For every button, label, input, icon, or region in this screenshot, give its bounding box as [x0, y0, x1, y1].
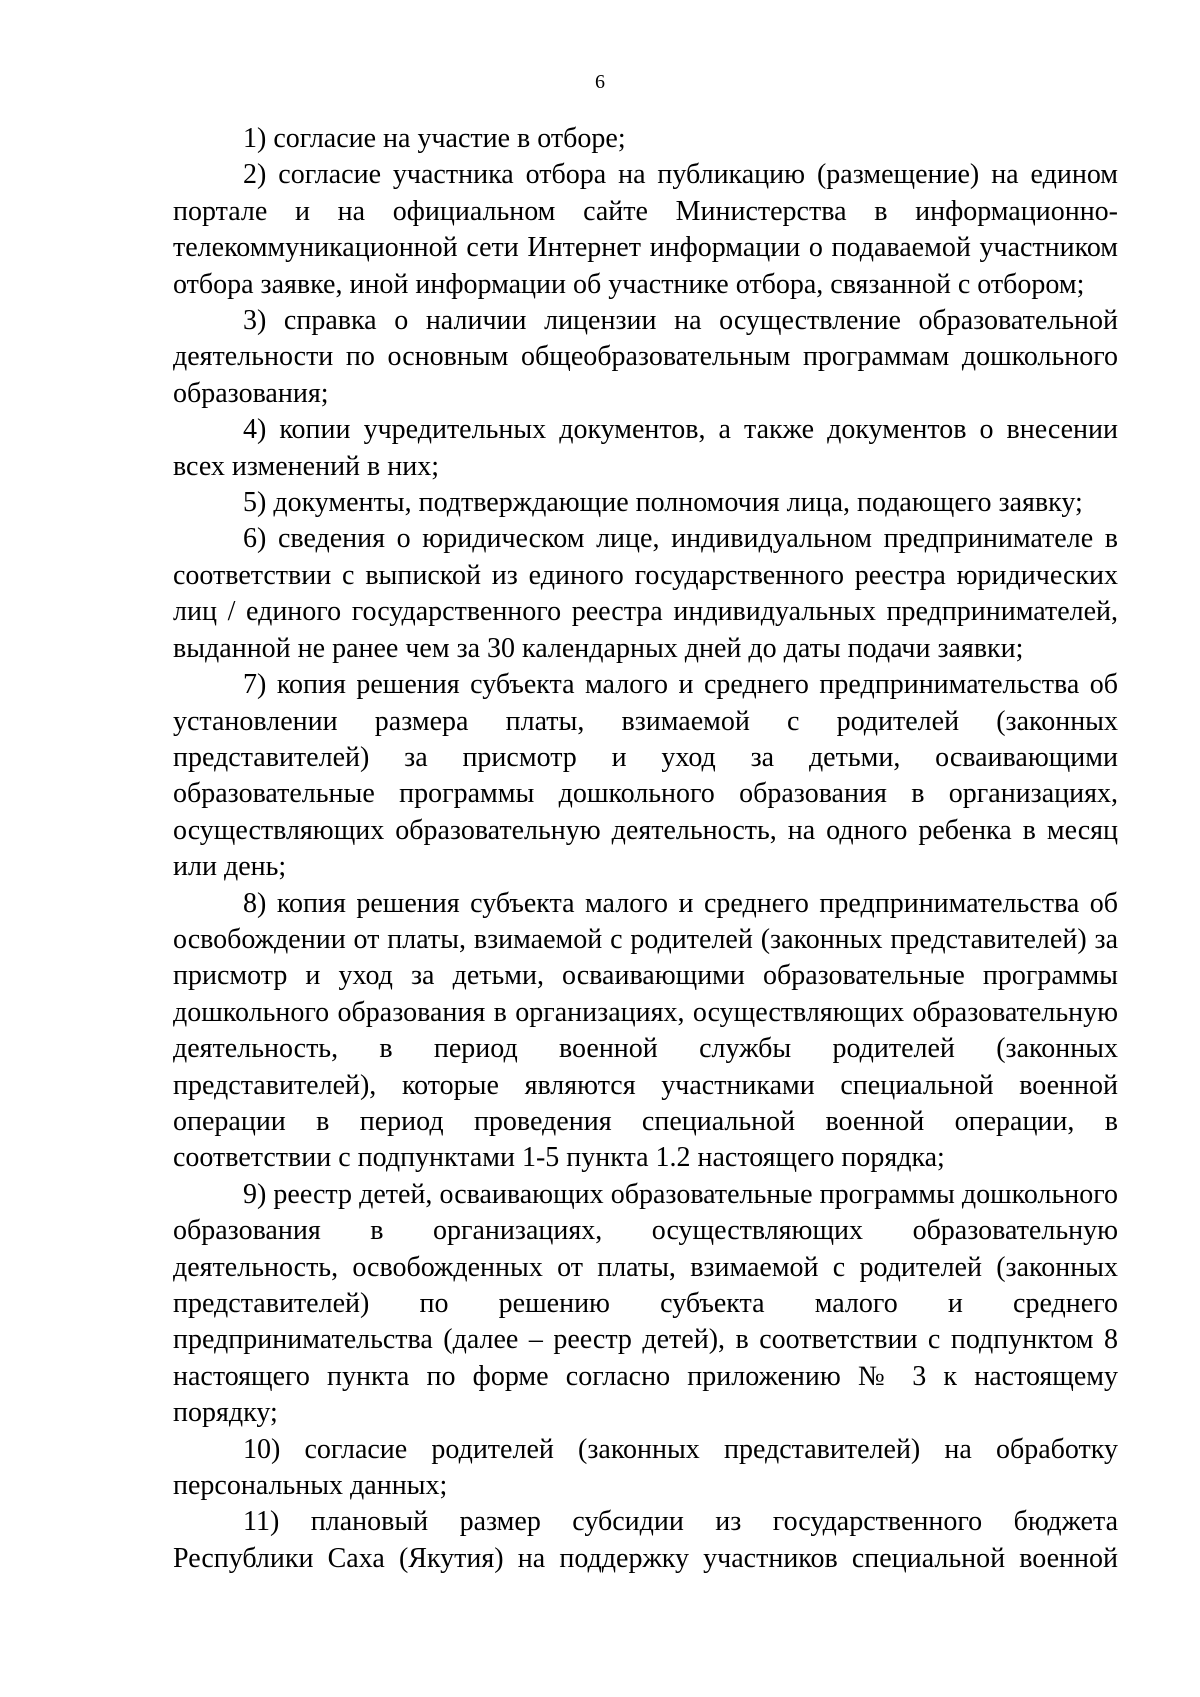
list-item: 7) копия решения субъекта малого и среднего предпринимательства об установлении размера платы, взимаемой с родителей (законных представителей) за присмотр и уход за детьми, осваивающими образовательные программы дошкольного образования в организациях, осуществляющих образовательную деятельность, на одного ребенка в месяц или день;	[173, 669, 1118, 883]
list-item: 3) справка о наличии лицензии на осуществление образовательной деятельности по основным общеобразовательным программам дошкольного образования;	[173, 305, 1118, 409]
list-item: 9) реестр детей, осваивающих образовательные программы дошкольного образования в организациях, осуществляющих образовательную деятельность, освобожденных от платы, взимаемой с родителей (законных представителей) по решению субъекта малого и среднего предпринимательства (далее – реестр детей), в соответствии с подпунктом 8 настоящего пункта по форме согласно приложению № 3 к настоящему порядку;	[173, 1178, 1118, 1429]
page-number: 6	[595, 71, 605, 93]
list-item: 4) копии учредительных документов, а также документов о внесении всех изменений в них;	[173, 414, 1118, 482]
list-item: 6) сведения о юридическом лице, индивидуальном предпринимателе в соответствии с выпиской из единого государственного реестра юридических лиц / единого государственного реестра индивидуальных предпринимателей, выданной не ранее чем за 30 календарных дней до даты подачи заявки;	[173, 523, 1118, 664]
list-item: 11) плановый размер субсидии из государственного бюджета Республики Саха (Якутия) на поддержку участников специальной военной	[173, 1506, 1118, 1574]
list-item: 10) согласие родителей (законных представителей) на обработку персональных данных;	[173, 1433, 1118, 1502]
document-body	[173, 121, 1118, 1577]
list-item: 8) копия решения субъекта малого и среднего предпринимательства об освобождении от платы, взимаемой с родителей (законных представителей) за присмотр и уход за детьми, осваивающими образовательные программы дошкольного образования в организациях, осуществляющих образовательную деятельность, в период военной службы родителей (законных представителей), которые являются участниками специальной военной операции в период проведения специальной военной операции, в соответствии с подпунктами 1-5 пункта 1.2 настоящего порядка;	[173, 887, 1118, 1174]
list-item: 1) согласие на участие в отборе;	[243, 123, 626, 154]
list-item: 5) документы, подтверждающие полномочия лица, подающего заявку;	[243, 487, 1083, 519]
list-item: 2) согласие участника отбора на публикацию (размещение) на едином портале и на официальном сайте Министерства в информационно-телекоммуникационной сети Интернет информации о подаваемой участником отбора заявке, иной информации об участнике отбора, связанной с отбором;	[173, 159, 1118, 300]
